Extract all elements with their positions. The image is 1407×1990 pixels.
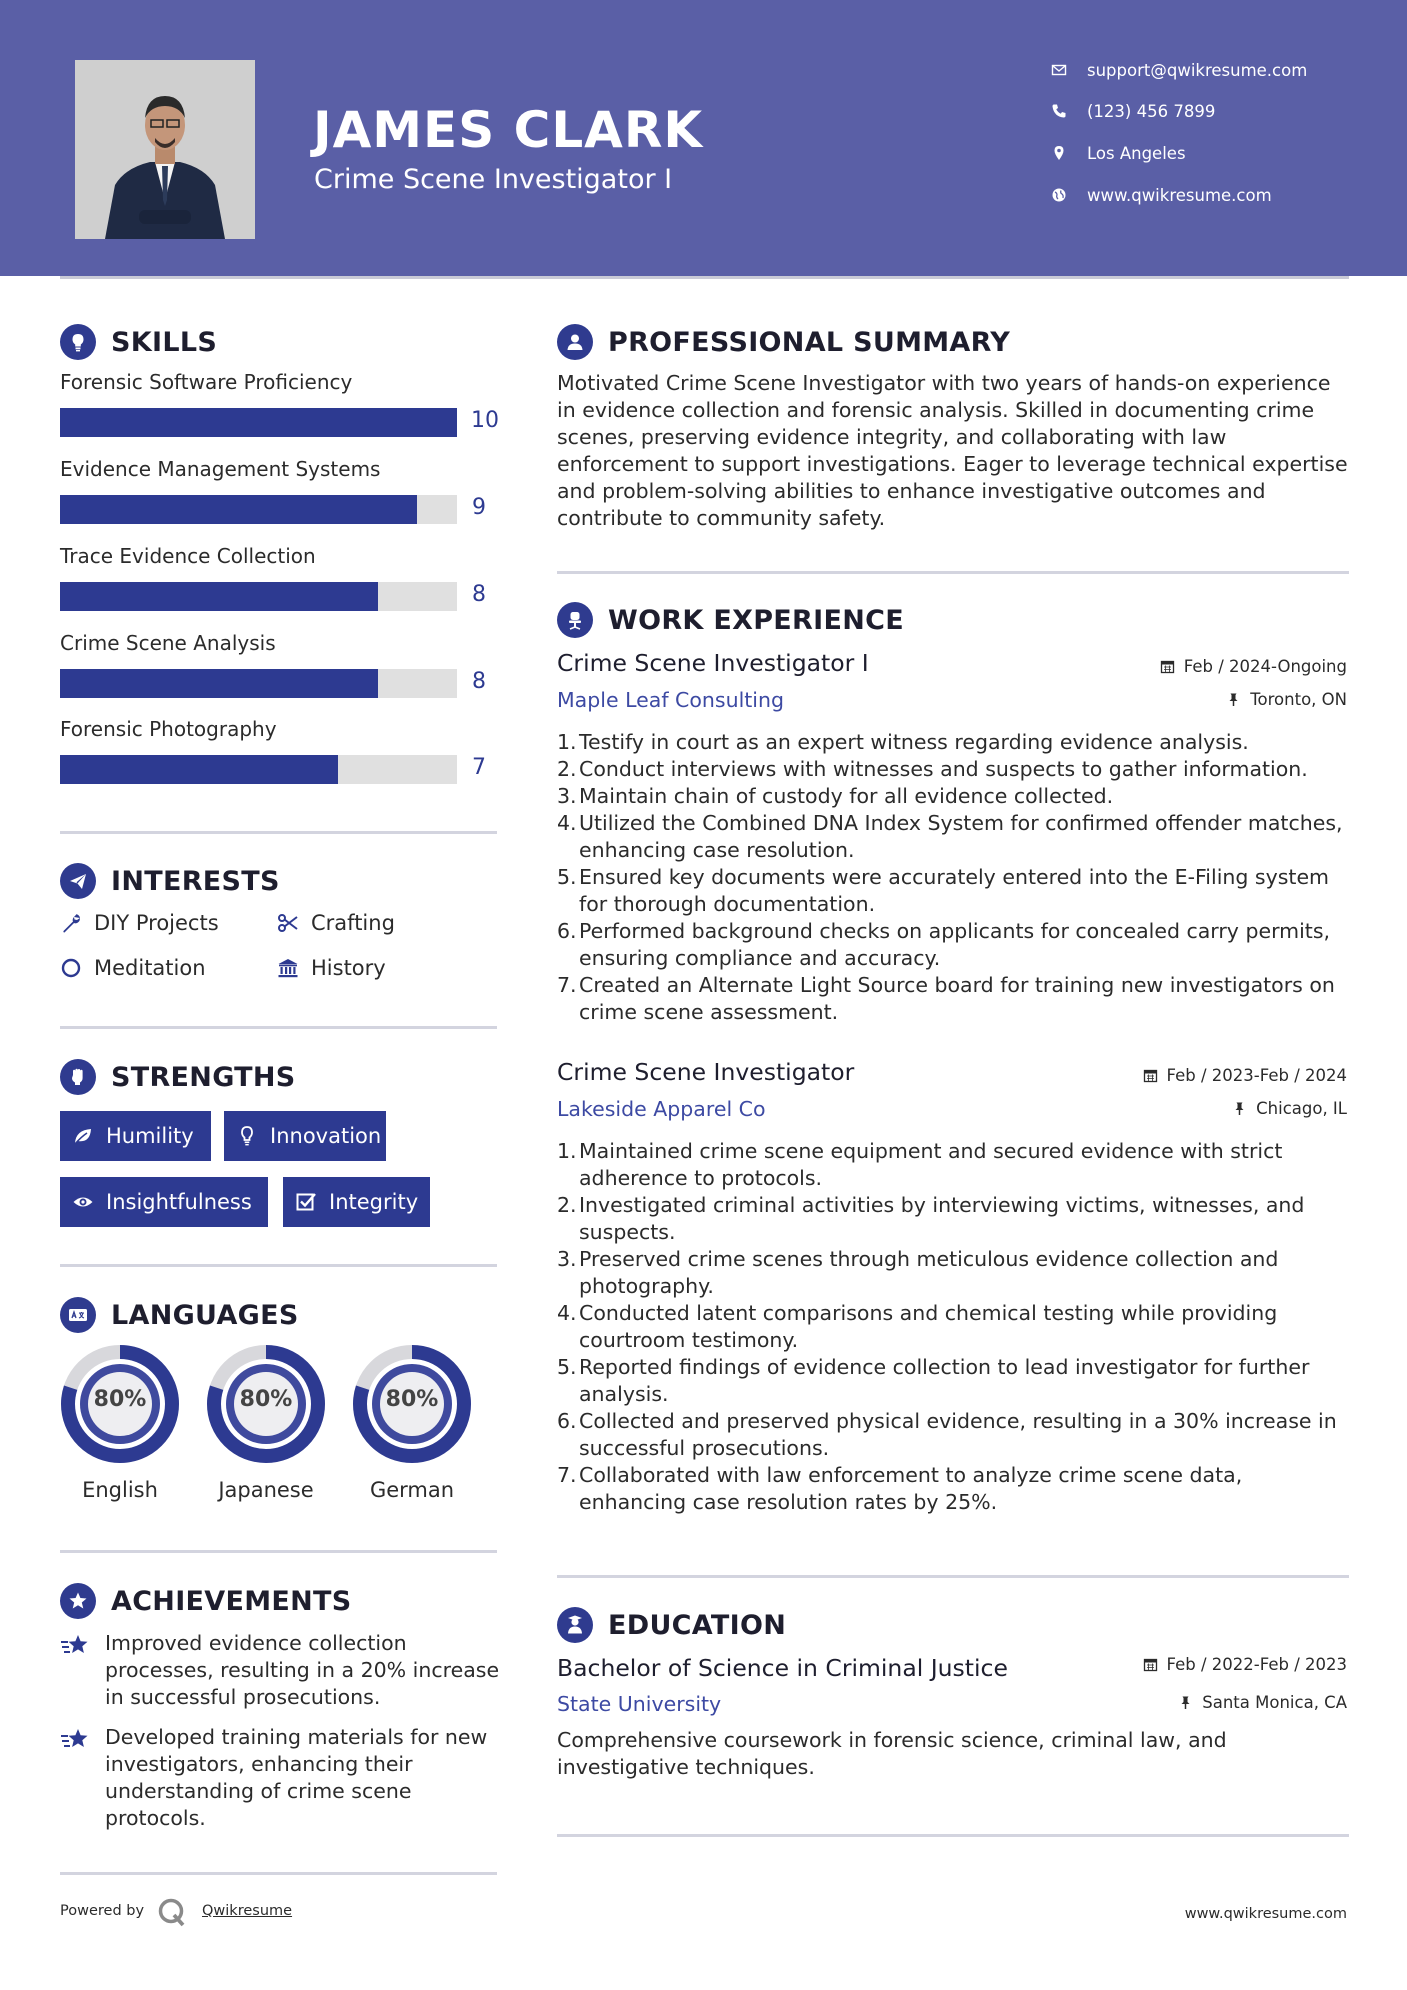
header-divider [60,276,1349,279]
company-name: Lakeside Apparel Co [557,1097,766,1121]
duty-text: Utilized the Combined DNA Index System for confirmed offender matches, enhancing case resolution. [579,811,1343,862]
interest-label: History [311,956,386,980]
skill-bar-track [60,408,457,437]
profile-photo [75,60,255,239]
user-icon [557,324,593,360]
duty-item [557,729,1357,756]
strengths-title: STRENGTHS [111,1061,296,1093]
achievement-item [60,1630,500,1711]
pushpin-icon [1226,692,1241,707]
job-dates-text: Feb / 2023-Feb / 2024 [1166,1066,1347,1085]
language-percent: 80% [239,1387,293,1412]
skill-label: Crime Scene Analysis [60,631,276,655]
duty-item [557,756,1357,783]
interest-label: Crafting [311,911,395,935]
phone-icon [1051,103,1067,119]
languages-divider [60,1550,497,1553]
job-title: Crime Scene Investigator I [557,649,869,677]
interests-heading [60,861,280,901]
duty-text: Conduct interviews with witnesses and suspects to gather information. [579,757,1308,781]
duty-text: Maintained crime scene equipment and secured evidence with strict adherence to protocols. [579,1139,1283,1190]
languages-heading [60,1295,299,1335]
duty-number: 5. [557,865,577,889]
education-description: Comprehensive coursework in forensic science, criminal law, and investigative techniques. [557,1728,1227,1779]
contact-website[interactable] [1051,182,1351,208]
duty-number: 1. [557,730,577,754]
skill-score: 9 [472,495,486,520]
duty-item [557,1138,1357,1192]
duty-text: Collected and preserved physical evidence, resulting in a 30% increase in successful prosecutions. [579,1409,1337,1460]
duty-text: Ensured key documents were accurately entered into the E-Filing system for thorough documentation. [579,865,1330,916]
duty-text: Investigated criminal activities by interviewing victims, witnesses, and suspects. [579,1193,1305,1244]
duty-text: Maintain chain of custody for all evidence collected. [579,784,1114,808]
powered-by-label: Powered by [60,1903,145,1919]
job-location-text: Toronto, ON [1250,690,1347,709]
language-item [58,1342,182,1502]
circle-icon [60,957,82,979]
calendar-icon [1160,659,1175,674]
duty-item [557,1408,1357,1462]
job-duties-list [557,729,1357,1026]
interest-item-meditation [60,953,206,983]
experience-heading [557,600,904,640]
strength-tag-innovation [224,1111,386,1161]
duty-item [557,864,1357,918]
duty-number: 4. [557,1301,577,1325]
contact-email[interactable] [1051,57,1351,83]
job-location-text: Chicago, IL [1256,1099,1347,1118]
education-location-text: Santa Monica, CA [1202,1693,1347,1712]
achievement-item [60,1724,500,1832]
duty-item [557,810,1357,864]
job-dates-text: Feb / 2024-Ongoing [1183,657,1347,676]
duty-text: Created an Alternate Light Source board for training new investigators on crime scene assessment. [579,973,1335,1024]
duty-number: 1. [557,1139,577,1163]
skill-bar-track [60,755,457,784]
job-dates [1160,657,1347,676]
skill-score: 7 [472,755,486,780]
lightbulb-icon [236,1125,258,1147]
skill-bar-fill [60,755,338,784]
duty-item [557,1354,1357,1408]
resume-header [0,0,1407,276]
interests-title: INTERESTS [111,865,280,897]
star-badge-icon [60,1583,96,1619]
map-pin-icon [1051,145,1067,161]
job-duties-list [557,1138,1357,1516]
envelope-icon [1051,62,1067,78]
qwikresume-link[interactable]: Qwikresume [202,1903,293,1919]
language-name: English [82,1478,158,1502]
website-text: www.qwikresume.com [1087,185,1272,205]
globe-icon [1051,187,1067,203]
skill-bar-track [60,582,457,611]
job-dates [1143,1066,1347,1085]
duty-number: 3. [557,1247,577,1271]
duty-text: Preserved crime scenes through meticulous evidence collection and photography. [579,1247,1279,1298]
skill-bar-fill [60,408,457,437]
duty-number: 6. [557,919,577,943]
eye-icon [72,1191,94,1213]
education-dates-text: Feb / 2022-Feb / 2023 [1166,1655,1347,1674]
checkbox-icon [295,1191,317,1213]
raised-fist-icon [60,1059,96,1095]
leaf-icon [72,1125,94,1147]
shooting-star-icon [60,1632,92,1660]
calendar-icon [1143,1657,1158,1672]
company-name: Maple Leaf Consulting [557,688,785,712]
achievements-heading [60,1581,352,1621]
skill-score: 8 [472,669,486,694]
duty-text: Conducted latent comparisons and chemical testing while providing courtroom testimony. [579,1301,1278,1352]
skills-heading [60,322,217,362]
duty-text: Collaborated with law enforcement to analyze crime scene data, enhancing case resolution rates by 25%. [579,1463,1243,1514]
duty-number: 3. [557,784,577,808]
language-name: Japanese [218,1478,314,1502]
shooting-star-icon [60,1726,92,1754]
strength-label: Innovation [270,1124,382,1148]
interest-label: DIY Projects [94,911,219,935]
education-heading [557,1605,786,1645]
pushpin-icon [1232,1101,1247,1116]
duty-item [557,1246,1357,1300]
language-name: German [369,1478,455,1502]
interests-divider [60,1026,497,1029]
strength-tag-integrity [283,1177,430,1227]
duty-number: 7. [557,1463,577,1487]
skills-title: SKILLS [111,326,218,358]
candidate-name: JAMES CLARK [313,101,704,159]
job-location [1232,1099,1347,1118]
skill-score: 10 [471,408,499,433]
skill-bar-track [60,495,457,524]
duty-item [557,783,1357,810]
footer-website[interactable]: www.qwikresume.com [1184,1906,1347,1922]
duty-number: 6. [557,1409,577,1433]
skill-label: Forensic Photography [60,717,277,741]
candidate-role: Crime Scene Investigator I [314,164,673,195]
duty-number: 5. [557,1355,577,1379]
strengths-divider [60,1264,497,1267]
education-divider [557,1834,1349,1837]
strength-tag-insightfulness [60,1177,268,1227]
summary-text: Motivated Crime Scene Investigator with two years of hands-on experience in evidence collection and forensic analysis. Skilled in documenting crime scenes, preserving evidence integrity, and collaborating with law enforcement to support investigations. Eager to leverage technical expertise and problem-solving abilities to enhance investigative outcomes and contribute to community safety. [557,371,1348,530]
duty-number: 7. [557,973,577,997]
experience-title: WORK EXPERIENCE [608,604,904,636]
duty-number: 4. [557,811,577,835]
duty-text: Testify in court as an expert witness regarding evidence analysis. [579,730,1249,754]
duty-item [557,918,1357,972]
duty-item [557,1192,1357,1246]
duty-item [557,1300,1357,1354]
phone-text: (123) 456 7899 [1087,101,1216,121]
skills-divider [60,831,497,834]
office-chair-icon [557,602,593,638]
translate-icon [60,1297,96,1333]
scissors-icon [277,912,299,934]
strength-label: Humility [106,1124,194,1148]
duty-text: Performed background checks on applicants for concealed carry permits, ensuring compliance and accuracy. [579,919,1331,970]
achievements-title: ACHIEVEMENTS [111,1585,352,1617]
wrench-icon [60,912,82,934]
strength-label: Insightfulness [106,1190,252,1214]
museum-icon [277,957,299,979]
calendar-icon [1143,1068,1158,1083]
strengths-heading [60,1057,296,1097]
paper-plane-icon [60,863,96,899]
school-name: State University [557,1692,722,1716]
languages-title: LANGUAGES [111,1299,299,1331]
experience-divider [557,1575,1349,1578]
job-location [1226,690,1347,709]
language-percent: 80% [93,1387,147,1412]
language-item [350,1342,474,1502]
summary-divider [557,571,1349,574]
skill-bar-fill [60,669,378,698]
skill-score: 8 [472,582,486,607]
duty-number: 2. [557,1193,577,1217]
summary-title: PROFESSIONAL SUMMARY [608,326,1011,358]
strength-tag-humility [60,1111,211,1161]
language-item [204,1342,328,1502]
skill-bar-fill [60,582,378,611]
summary-heading [557,322,1010,362]
location-text: Los Angeles [1087,143,1186,163]
education-title: EDUCATION [608,1609,787,1641]
person-portrait-icon [75,60,255,239]
pushpin-icon [1178,1695,1193,1710]
education-dates [1143,1655,1347,1674]
interest-item-diy [60,908,219,938]
skill-label: Trace Evidence Collection [60,544,316,568]
qwikresume-logo-icon [157,1897,187,1927]
interest-label: Meditation [94,956,206,980]
education-location [1178,1693,1347,1712]
duty-text: Reported findings of evidence collection to lead investigator for further analysis. [579,1355,1310,1406]
contact-location [1051,140,1351,166]
language-percent: 80% [385,1387,439,1412]
duty-number: 2. [557,757,577,781]
achievement-text: Developed training materials for new investigators, enhancing their understanding of crime scene protocols. [105,1725,488,1830]
skill-label: Evidence Management Systems [60,457,381,481]
duty-item [557,1462,1357,1516]
duty-item [557,972,1357,1026]
interest-item-crafting [277,908,395,938]
job-title: Crime Scene Investigator [557,1058,855,1086]
skill-bar-track [60,669,457,698]
skill-bar-fill [60,495,417,524]
achievement-text: Improved evidence collection processes, resulting in a 20% increase in successful prosecutions. [105,1631,500,1709]
interest-item-history [277,953,386,983]
graduate-icon [557,1607,593,1643]
skill-label: Forensic Software Proficiency [60,370,353,394]
achievements-divider [60,1872,497,1875]
degree-title: Bachelor of Science in Criminal Justice [557,1654,1008,1682]
email-text: support@qwikresume.com [1087,60,1308,80]
contact-phone[interactable] [1051,98,1351,124]
strength-label: Integrity [329,1190,419,1214]
lightbulb-icon [60,324,96,360]
